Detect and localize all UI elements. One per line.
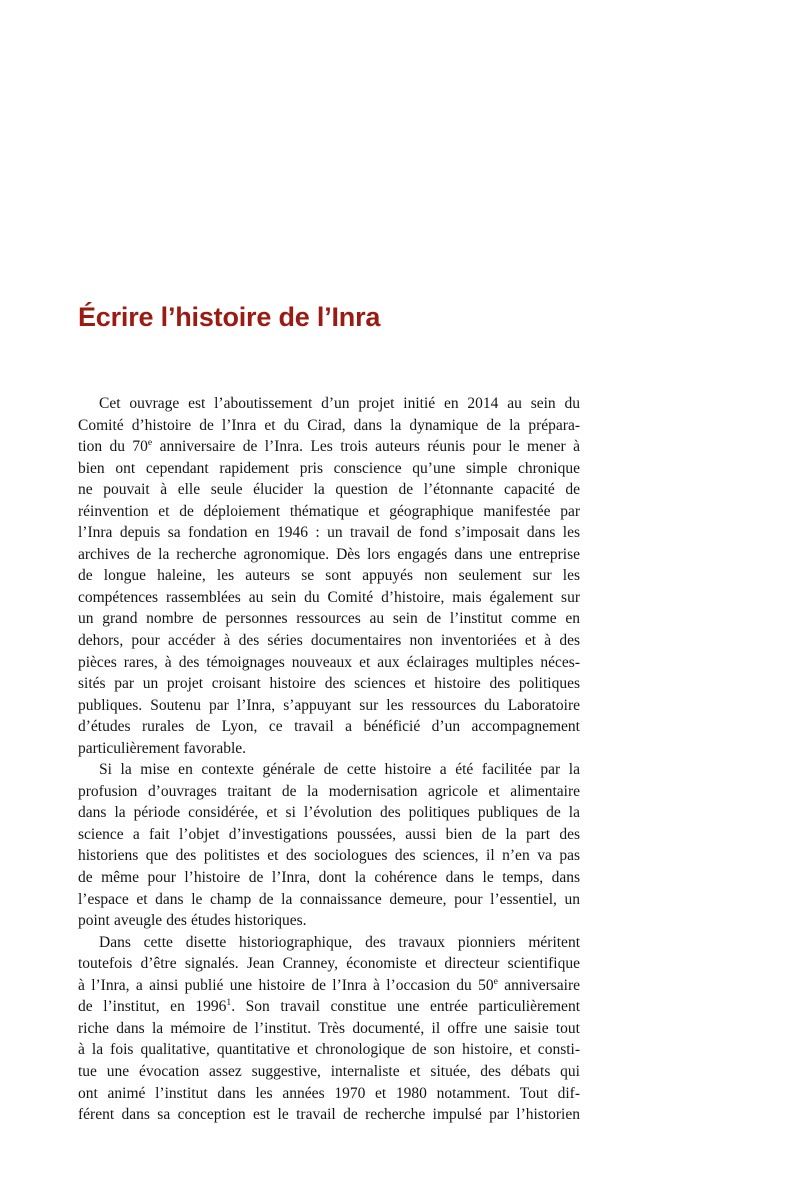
text-line: pièces rares, à des témoignages nouveaux et aux éclairages multiples néces- (78, 653, 580, 671)
text-line: l’espace et dans le champ de la connaissance demeure, pour l’essentiel, un (78, 890, 580, 908)
text-line: dehors, pour accéder à des séries documentaires non inventoriées et à des (78, 632, 580, 650)
page-content (78, 302, 580, 1126)
text-line: Dans cette disette historiographique, des travaux pionniers méritent (99, 933, 580, 951)
text-line: réinvention et de déploiement thématique et géographique manifestée par (78, 502, 580, 520)
text-line: bien ont cependant rapidement pris conscience qu’une simple chronique (78, 459, 580, 477)
text-line: tue une évocation assez suggestive, internaliste et située, des débats qui (78, 1062, 580, 1080)
text-line: historiens que des politistes et des sociologues des sciences, il n’en va pas (78, 847, 580, 865)
paragraph (78, 932, 580, 1126)
superscript: e (493, 975, 498, 987)
paragraph (78, 393, 580, 759)
chapter-title: Écrire l’histoire de l’Inra (78, 302, 381, 332)
text-line: ont animé l’institut dans les années 1970 et 1980 notamment. Tout dif- (78, 1084, 580, 1102)
superscript: e (147, 436, 153, 448)
text-line: toutefois d’être signalés. Jean Cranney, économiste et directeur scientifique (78, 955, 580, 973)
text-line: dans la période considérée, et si l’évolution des politiques publiques de la (78, 804, 580, 822)
text-line: Comité d’histoire de l’Inra et du Cirad, dans la dynamique de la prépara- (78, 416, 580, 434)
paragraph (78, 759, 580, 931)
text-line: riche dans la mémoire de l’institut. Très documenté, il offre une saisie tout (78, 1019, 580, 1037)
text-line: Cet ouvrage est l’aboutissement d’un projet initié en 2014 au sein du (99, 395, 580, 412)
text-line: science a fait l’objet d’investigations poussées, aussi bien de la part des (78, 825, 580, 843)
text-line: ne pouvait à elle seule élucider la question de l’étonnante capacité de (78, 481, 580, 499)
text-line: publiques. Soutenu par l’Inra, s’appuyant sur les ressources du Laboratoire (78, 696, 580, 714)
text-line: férent dans sa conception est le travail de recherche impulsé par l’historien (78, 1106, 580, 1124)
text-line: l’Inra depuis sa fondation en 1946 : un travail de fond s’imposait dans les (78, 524, 580, 542)
text-line: de longue haleine, les auteurs se sont appuyés non seulement sur les (78, 567, 580, 585)
text-line: de l’institut, en 1996$^1$. Son travail constitue une entrée particulièrement (78, 997, 580, 1016)
text-line: à la fois qualitative, quantitative et chronologique de son histoire, et consti- (78, 1041, 580, 1059)
body-text (78, 393, 580, 1126)
superscript: 1 (226, 997, 232, 1009)
text-line: compétences rassemblées au sein du Comité d’histoire, mais également sur (78, 588, 580, 606)
text-line: point aveugle des études historiques. (78, 912, 307, 930)
text-line: tion du 70e anniversaire de l’Inra. Les trois auteurs réunis pour le mener à (78, 436, 580, 456)
text-line: profusion d’ouvrages traitant de la modernisation agricole et alimentaire (78, 782, 580, 800)
text-line: à l’Inra, a ainsi publié une histoire de l’Inra à l’occasion du 50e anniversaire (78, 975, 580, 994)
text-line: archives de la recherche agronomique. Dès lors engagés dans une entreprise (78, 545, 580, 563)
text-line: sités par un projet croisant histoire des sciences et histoire des politiques (78, 675, 580, 693)
text-line: un grand nombre de personnes ressources au sein de l’institut comme en (78, 610, 580, 628)
text-line: Si la mise en contexte générale de cette histoire a été facilitée par la (99, 761, 580, 779)
text-line: particulièrement favorable. (78, 739, 247, 757)
text-line: d’études rurales de Lyon, ce travail a bénéficié d’un accompagnement (78, 718, 580, 736)
text-line: de même pour l’histoire de l’Inra, dont la cohérence dans le temps, dans (78, 869, 580, 887)
